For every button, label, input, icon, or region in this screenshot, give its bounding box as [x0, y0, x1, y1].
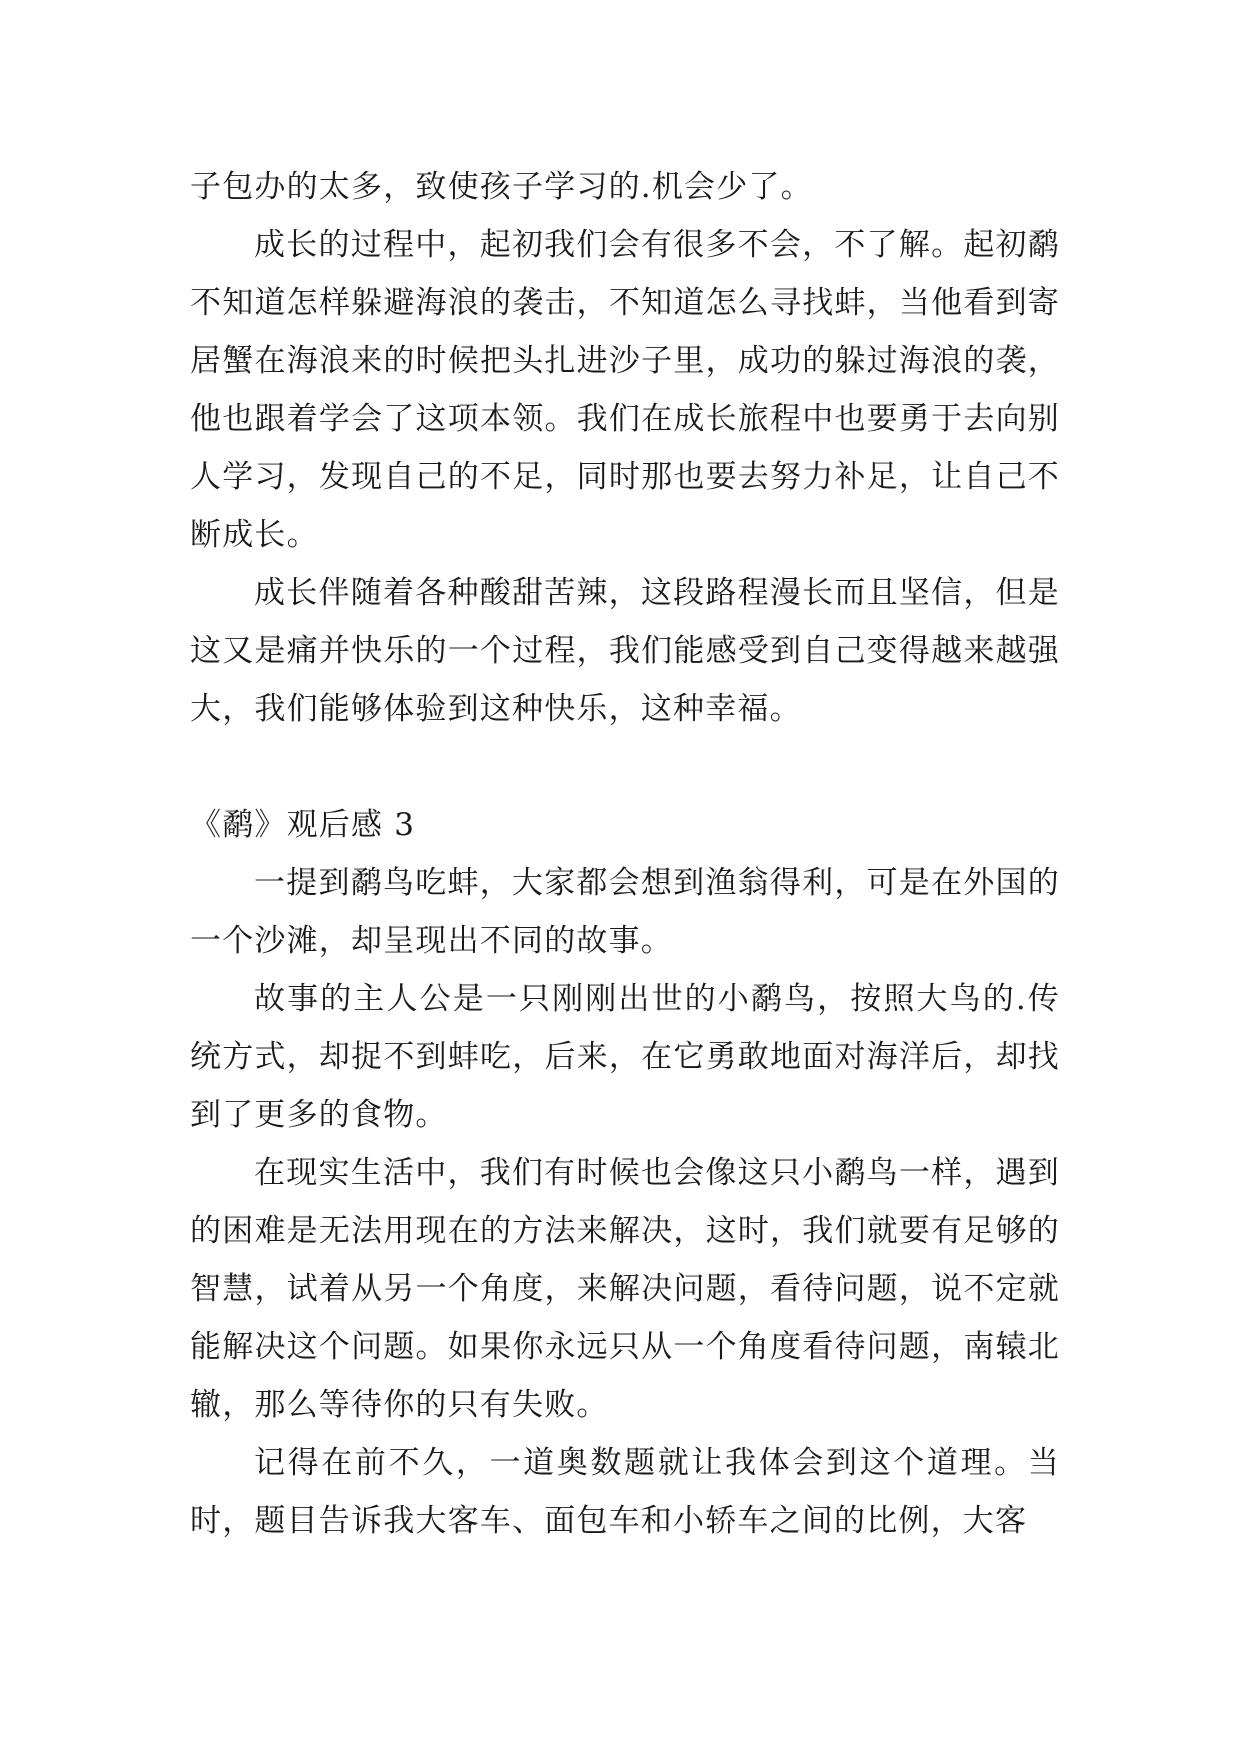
paragraph-story: 故事的主人公是一只刚刚出世的小鹬鸟，按照大鸟的.传统方式，却捉不到蚌吃，后来，在它勇敢地面对海洋后，却找到了更多的食物。	[190, 981, 1060, 1133]
paragraph-growth-learning: 成长的过程中，起初我们会有很多不会，不了解。起初鹬不知道怎样躲避海浪的袭击，不知道怎么寻找蚌，当他看到寄居蟹在海浪来的时候把头扎进沙子里，成功的躲过海浪的袭，他也跟着学会了这项本领。我们在成长旅程中也要勇于去向别人学习，发现自己的不足，同时那也要去努力补足，让自己不断成长。	[190, 227, 1060, 553]
paragraph-intro: 一提到鹬鸟吃蚌，大家都会想到渔翁得利，可是在外国的一个沙滩，却呈现出不同的故事。	[190, 865, 1060, 959]
section-title: 《鹬》观后感 3	[190, 807, 416, 843]
section-spacer	[190, 738, 1060, 796]
paragraph-growth-happiness: 成长伴随着各种酸甜苦辣，这段路程漫长而且坚信，但是这又是痛并快乐的一个过程，我们能感受到自己变得越来越强大，我们能够体验到这种快乐，这种幸福。	[190, 575, 1060, 727]
paragraph-reflection: 在现实生活中，我们有时候也会像这只小鹬鸟一样，遇到的困难是无法用现在的方法来解决，这时，我们就要有足够的智慧，试着从另一个角度，来解决问题，看待问题，说不定就能解决这个问题。如果你永远只从一个角度看待问题，南辕北辙，那么等待你的只有失败。	[190, 1155, 1060, 1423]
paragraph-continuation: 子包办的太多，致使孩子学习的.机会少了。	[190, 169, 813, 205]
paragraph-example: 记得在前不久，一道奥数题就让我体会到这个道理。当时，题目告诉我大客车、面包车和小轿车之间的比例，大客	[190, 1445, 1060, 1539]
document-body	[190, 158, 1060, 1550]
